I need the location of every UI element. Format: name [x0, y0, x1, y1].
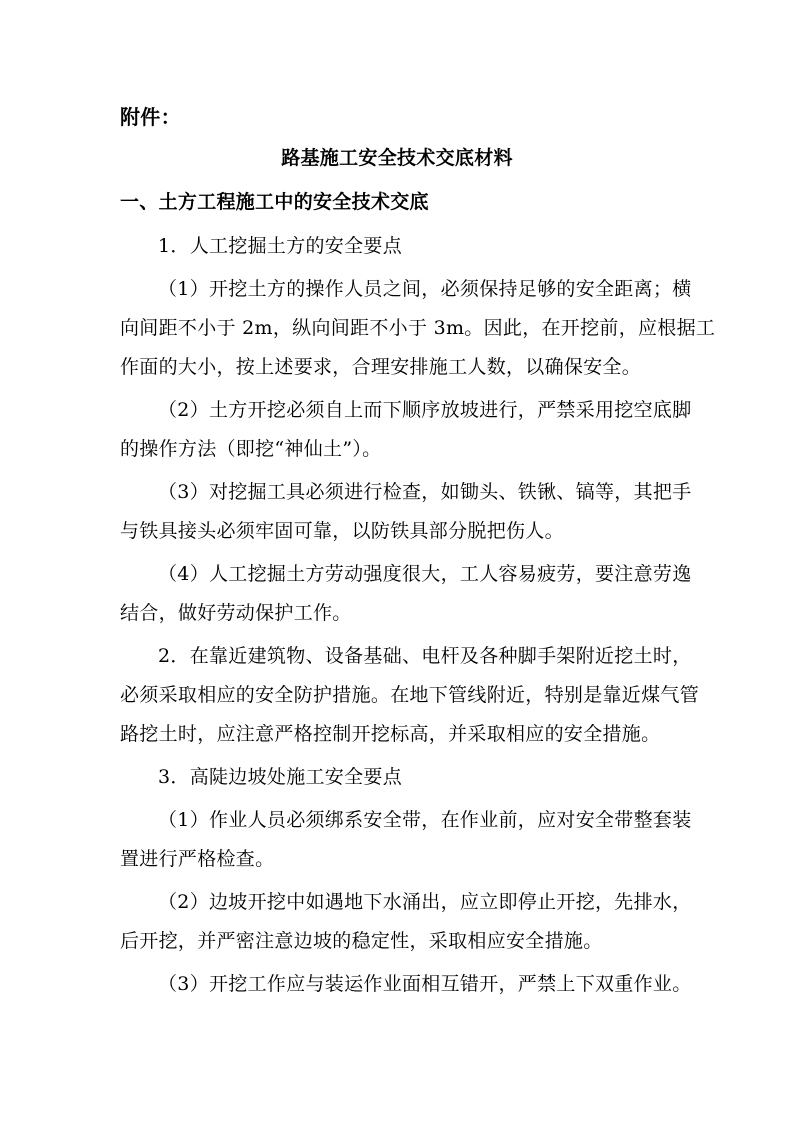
text-line: 结合，做好劳动保护工作。 [120, 602, 352, 624]
text-line: （2）边坡开挖中如遇地下水涌出，应立即停止开挖，先排水， [158, 891, 692, 913]
text-line: （3）开挖工作应与装运作业面相互错开，严禁上下双重作业。 [158, 973, 692, 995]
text-line: 2．在靠近建筑物、设备基础、电杆及各种脚手架附近挖土时， [158, 645, 692, 667]
text-line: （1）作业人员必须绑系安全带，在作业前，应对安全带整套装 [158, 809, 692, 831]
attachment-label: 附件： [120, 105, 181, 129]
text-line: 置进行严格检查。 [120, 848, 275, 870]
text-line: （3）对挖掘工具必须进行检查，如锄头、铁锹、镐等，其把手 [158, 481, 692, 503]
text-line: （1）开挖土方的操作人员之间，必须保持足够的安全距离；横 [158, 278, 692, 300]
text-line: 向间距不小于 2m，纵向间距不小于 3m。因此，在开挖前，应根据工 [120, 317, 716, 339]
section-heading: 一、土方工程施工中的安全技术交底 [120, 191, 429, 213]
text-line: 与铁具接头必须牢固可靠，以防铁具部分脱把伤人。 [120, 520, 564, 542]
text-line: 路挖土时，应注意严格控制开挖标高，并采取相应的安全措施。 [120, 723, 661, 745]
text-line: 3．高陡边坡处施工安全要点 [158, 766, 402, 788]
text-line: （2）土方开挖必须自上而下顺序放坡进行，严禁采用挖空底脚 [158, 399, 692, 421]
text-line: 的操作方法（即挖“神仙土”）。 [120, 438, 382, 460]
text-line: 后开挖，并严密注意边坡的稳定性，采取相应安全措施。 [120, 930, 603, 952]
text-line: 必须采取相应的安全防护措施。在地下管线附近，特别是靠近煤气管 [120, 684, 700, 706]
document-title: 路基施工安全技术交底材料 [281, 147, 513, 169]
text-line: 作面的大小，按上述要求，合理安排施工人数，以确保安全。 [120, 356, 642, 378]
text-line: 1．人工挖掘土方的安全要点 [158, 235, 402, 257]
text-line: （4）人工挖掘土方劳动强度很大，工人容易疲劳，要注意劳逸 [158, 563, 692, 585]
